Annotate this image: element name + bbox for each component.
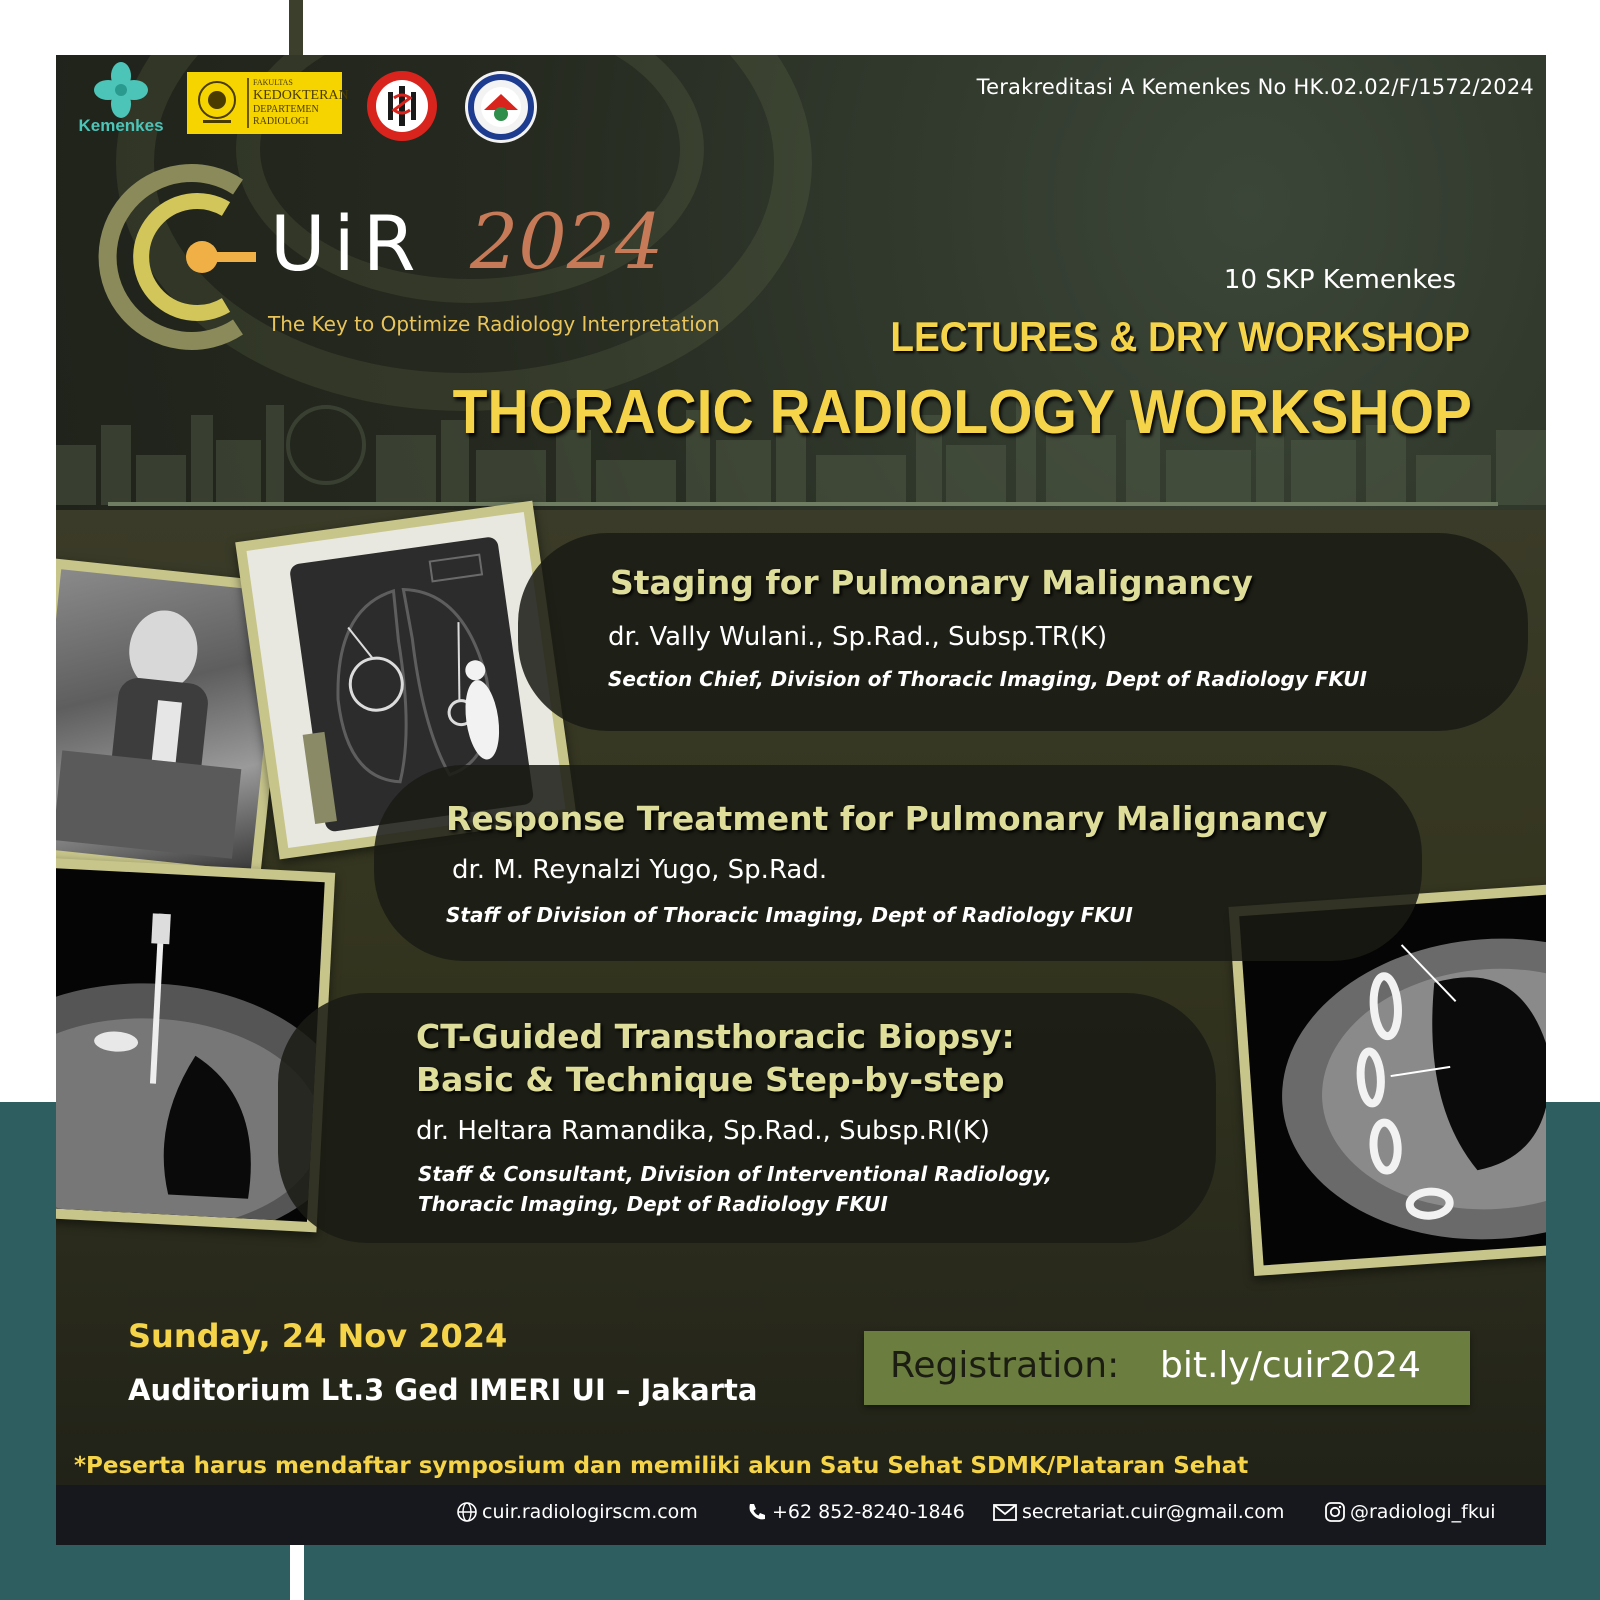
participant-note: *Peserta harus mendaftar symposium dan memiliki akun Satu Sehat SDMK/Plataran Sehat (74, 1453, 1249, 1479)
kemenkes-label: Kemenkes (78, 116, 164, 135)
event-format: LECTURES & DRY WORKSHOP (890, 313, 1470, 360)
fk-line2: KEDOKTERAN (253, 88, 349, 103)
talk-3-title-line-1: CT-Guided Transthoracic Biopsy: (416, 1017, 1015, 1056)
talk-3-role-line-2: Thoracic Imaging, Dept of Radiology FKUI (418, 1192, 888, 1216)
event-venue: Auditorium Lt.3 Ged IMERI UI – Jakarta (128, 1373, 758, 1407)
instagram-icon (1324, 1501, 1346, 1523)
talk-1-role: Section Chief, Division of Thoracic Imaging, Dept of Radiology FKUI (608, 667, 1367, 691)
cuir-year: 2024 (470, 197, 664, 286)
fk-line4: RADIOLOGI (253, 116, 309, 127)
talk-2-title: Response Treatment for Pulmonary Malignancy (446, 799, 1328, 838)
university-seal-icon (193, 78, 241, 128)
phone-icon (746, 1501, 768, 1523)
event-poster (56, 55, 1546, 1545)
event-date: Sunday, 24 Nov 2024 (128, 1317, 508, 1355)
event-title: THORACIC RADIOLOGY WORKSHOP (452, 378, 1472, 447)
instagram-text: @radiologi_fkui (1350, 1501, 1496, 1523)
talk-3-title-line-2: Basic & Technique Step-by-step (416, 1060, 1005, 1099)
event-tagline: The Key to Optimize Radiology Interpretation (268, 312, 720, 336)
talk-2-role: Staff of Division of Thoracic Imaging, Dept of Radiology FKUI (446, 903, 1133, 927)
kemenkes-emblem-icon (66, 60, 176, 120)
partner-logos (66, 60, 546, 150)
accreditation-text: Terakreditasi A Kemenkes No HK.02.02/F/1572/2024 (976, 75, 1534, 99)
contact-instagram[interactable] (1324, 1501, 1496, 1523)
talk-3-speaker: dr. Heltara Ramandika, Sp.Rad., Subsp.RI(K) (416, 1116, 990, 1146)
email-text: secretariat.cuir@gmail.com (1022, 1501, 1285, 1523)
talk-3-role-line-1: Staff & Consultant, Division of Interventional Radiology, (418, 1162, 1053, 1186)
contact-website[interactable] (456, 1501, 698, 1523)
cuir-logo (98, 157, 818, 357)
fk-line3: DEPARTEMEN (253, 104, 319, 115)
top-stripe (289, 0, 303, 58)
globe-icon (456, 1501, 478, 1523)
contact-phone[interactable] (746, 1501, 965, 1523)
logo-separator (247, 78, 249, 128)
skp-credits: 10 SKP Kemenkes (1223, 265, 1456, 295)
contact-email[interactable] (992, 1501, 1284, 1523)
idi-logo-icon (366, 70, 438, 142)
fk-radiologi-logo (187, 72, 349, 134)
talk-1-speaker: dr. Vally Wulani., Sp.Rad., Subsp.TR(K) (608, 622, 1108, 652)
mail-icon (992, 1501, 1018, 1523)
kemenkes-logo (66, 60, 176, 140)
pdsri-logo-icon (464, 70, 538, 144)
fk-line1: FAKULTAS (253, 78, 293, 87)
website-text: cuir.radiologirscm.com (482, 1501, 698, 1523)
contact-footer (56, 1485, 1546, 1545)
section-divider (108, 502, 1498, 506)
registration-link[interactable]: bit.ly/cuir2024 (1160, 1345, 1421, 1386)
cuir-wordmark: UiR (270, 199, 424, 288)
talk-1-title: Staging for Pulmonary Malignancy (610, 563, 1253, 602)
talk-2-speaker: dr. M. Reynalzi Yugo, Sp.Rad. (452, 855, 828, 885)
registration-box[interactable] (864, 1331, 1470, 1405)
cuir-c-icon (98, 157, 278, 357)
registration-label: Registration: (890, 1345, 1120, 1386)
phone-text: +62 852-8240-1846 (772, 1501, 965, 1523)
